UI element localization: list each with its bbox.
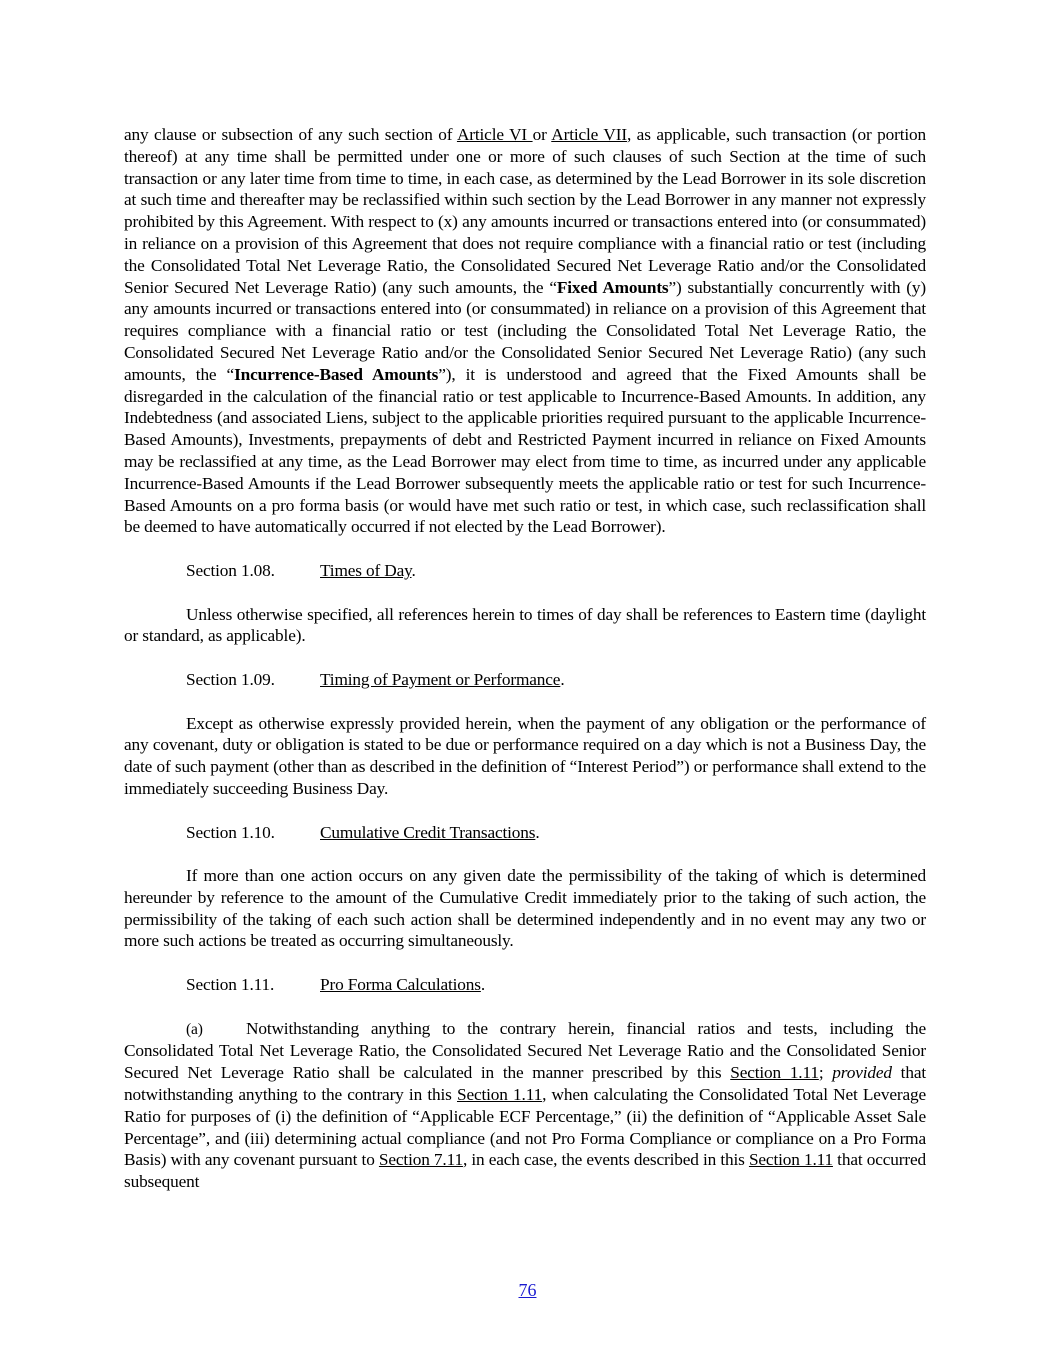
section-heading-1-09 — [124, 669, 926, 691]
text-run: , in each case, the events described in this — [462, 1150, 749, 1170]
text-run: that occurred subsequent — [124, 1150, 926, 1192]
section-number: Section 1.09. — [186, 669, 275, 689]
section-1-11-reference[interactable]: Section 1.11 — [730, 1063, 819, 1083]
document-page — [124, 124, 926, 1193]
text-run: or — [532, 125, 552, 144]
text-run: ; — [818, 1063, 833, 1083]
defined-term-incurrence-based-amounts: Incurrence-Based Amounts — [234, 364, 439, 384]
section-number: Section 1.11. — [186, 975, 275, 995]
section-1-11-reference[interactable]: Section 1.11 — [457, 1085, 543, 1105]
article-vii-reference[interactable]: Article VII — [551, 125, 627, 144]
section-title-period: . — [480, 975, 486, 995]
section-number: Section 1.08. — [186, 560, 275, 580]
intro-paragraph — [124, 124, 926, 538]
page-number-link[interactable]: 76 — [518, 1280, 537, 1300]
section-heading-1-10 — [124, 822, 926, 844]
text-run: ”) substantially concurrently with (y) any amounts incurred or transactions entered into (or consummated) in reliance on a provision of this Agreement that requires compliance with a financial ratio or test (including the Consolidated Total Net Leverage Ratio, the Consolidated Secured Net Leverage Ratio and/or the Consolidated Senior Secured Net Leverage Ratio) (any such amounts, the “ — [124, 277, 927, 384]
section-title: Timing of Payment or Performance — [320, 669, 561, 689]
defined-term-fixed-amounts: Fixed Amounts — [556, 277, 669, 297]
text-run: any clause or subsection of any such section of — [124, 125, 457, 144]
section-title-period: . — [560, 669, 565, 689]
section-number: Section 1.10. — [186, 822, 275, 842]
section-title: Pro Forma Calculations — [320, 975, 481, 995]
section-title-period: . — [411, 560, 416, 580]
clause-label: (a) — [186, 1020, 203, 1038]
text-run: ”), it is understood and agreed that the Fixed Amounts shall be disregarded in the calculation of the financial ratio or test applicable to Incurrence-Based Amounts. In addition, any Indebtedness (and associated Liens, subject to the applicable priorities required pursuant to the applicable Incurrence-Based Amounts), Investments, prepayments of debt and Restricted Payment incurred in reliance on Fixed Amounts may be reclassified at any time, as the Lead Borrower may elect from time to time, as incurred under any applicable Incurrence-Based Amounts if the Lead Borrower subsequently meets the applicable ratio or test for such Incurrence-Based Amounts on a pro forma basis (or would have met such ratio or test, in which case, such reclassification shall be deemed to have automatically occurred if not elected by the Lead Borrower). — [124, 364, 926, 537]
text-run: , as applicable, such transaction (or portion thereof) at any time shall be permitted under one or more of such clauses of such Section at the time of such transaction or any later time from time to time, in each case, as determined by the Lead Borrower in its sole discretion at such time and thereafter may be reclassified within such section by the Lead Borrower in any manner not expressly prohibited by this Agreement. With respect to (x) any amounts incurred or transactions entered into (or consummated) in reliance on a provision of this Agreement that does not require compliance with a financial ratio or test (including the Consolidated Total Net Leverage Ratio, the Consolidated Secured Net Leverage Ratio and/or the Consolidated Senior Secured Net Leverage Ratio) (any such amounts, the “ — [124, 125, 926, 297]
section-body-1-08: Unless otherwise specified, all references herein to times of day shall be references to Eastern time (daylight or standard, as applicable). — [124, 604, 926, 646]
section-body-1-09: Except as otherwise expressly provided herein, when the payment of any obligation or the performance of any covenant, duty or obligation is stated to be due or performance required on a day which is not a Business Day, the date of such payment (other than as described in the definition of “Interest Period”) or performance shall extend to the immediately succeeding Business Day. — [124, 713, 926, 798]
section-1-11-reference[interactable]: Section 1.11 — [748, 1150, 833, 1170]
page-footer — [0, 1280, 1055, 1301]
text-run: Notwithstanding anything to the contrary herein, financial ratios and tests, including the Consolidated Total Net Leverage Ratio, the Consolidated Secured Net Leverage Ratio and the Consolidated Senior Secured Net Leverage Ratio shall be calculated in the manner prescribed by this — [124, 1018, 926, 1083]
provided-italic: provided — [832, 1063, 892, 1083]
section-heading-1-11 — [124, 974, 926, 996]
section-title-period: . — [535, 822, 540, 842]
article-vi-reference[interactable]: Article VI — [456, 125, 533, 144]
section-title: Cumulative Credit Transactions — [320, 822, 536, 842]
section-heading-1-08 — [124, 560, 926, 582]
text-run: that notwithstanding anything to the contrary in this — [124, 1063, 926, 1105]
section-1-11-clause-a — [124, 1018, 926, 1193]
section-7-11-reference[interactable]: Section 7.11 — [378, 1150, 463, 1170]
section-body-1-10: If more than one action occurs on any given date the permissibility of the taking of which is determined hereunder by reference to the amount of the Cumulative Credit immediately prior to the taking of such action, the permissibility of the taking of each such action shall be determined independently and in no event may any two or more such actions be treated as occurring simultaneously. — [124, 866, 926, 951]
section-title: Times of Day — [320, 560, 412, 580]
text-run: , when calculating the Consolidated Total Net Leverage Ratio for purposes of (i) the definition of “Applicable ECF Percentage,” (ii) the definition of “Applicable Asset Sale Percentage”, and (iii) determining actual compliance (and not Pro Forma Compliance or compliance on a Pro Forma Basis) with any covenant pursuant to — [124, 1085, 926, 1170]
